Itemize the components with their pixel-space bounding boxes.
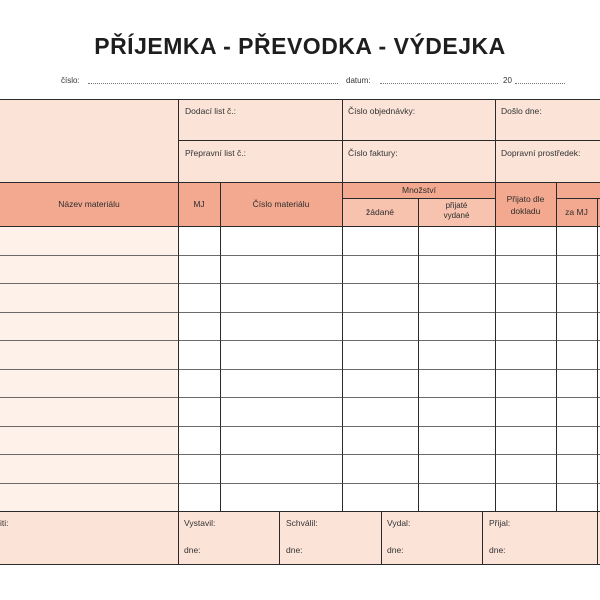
header-prijate-vydane xyxy=(418,201,495,221)
cislo-objednavky-label: Číslo objednávky: xyxy=(348,106,416,116)
cislo-field[interactable] xyxy=(88,83,338,84)
schvalil-label: Schválil: xyxy=(286,518,318,528)
vydal-label: Vydal: xyxy=(387,518,411,528)
header-prijato-line2: dokladu xyxy=(510,206,541,216)
cislo-label: číslo: xyxy=(61,76,80,85)
header-prijato-line1: Přijato dle xyxy=(506,194,545,204)
header-prijate: přijaté xyxy=(445,201,468,210)
schvalil-dne-label: dne: xyxy=(286,545,303,555)
dopravni-prostredek-label: Dopravní prostředek: xyxy=(501,148,581,158)
header-nazev-materialu: Název materiálu xyxy=(58,199,120,209)
doslo-dne-label: Došlo dne: xyxy=(501,106,542,116)
prijal-dne-label: dne: xyxy=(489,545,506,555)
header-mnozstvi: Množství xyxy=(401,185,436,195)
year-prefix: 20 xyxy=(503,76,512,85)
header-cislo-materialu: Číslo materiálu xyxy=(252,199,310,209)
header-zadane: žádané xyxy=(366,207,394,217)
cislo-faktury-label: Číslo faktury: xyxy=(348,148,398,158)
vystavil-dne-label: dne: xyxy=(184,545,201,555)
page-title: PŘÍJEMKA - PŘEVODKA - VÝDEJKA xyxy=(94,33,506,59)
header-mj: MJ xyxy=(193,199,205,209)
header-prijato-dle-dokladu xyxy=(495,193,556,217)
header-za-mj: za MJ xyxy=(565,207,588,217)
year-field[interactable] xyxy=(515,83,565,84)
footer-left-label: iti: xyxy=(0,518,9,528)
header-vydane: vydané xyxy=(443,211,470,220)
dodaci-list-label: Dodací list č.: xyxy=(185,106,237,116)
datum-field[interactable] xyxy=(380,83,498,84)
vystavil-label: Vystavil: xyxy=(184,518,216,528)
datum-label: datum: xyxy=(346,76,371,85)
prepravni-list-label: Přepravní list č.: xyxy=(185,148,246,158)
vydal-dne-label: dne: xyxy=(387,545,404,555)
prijal-label: Přijal: xyxy=(489,518,511,528)
